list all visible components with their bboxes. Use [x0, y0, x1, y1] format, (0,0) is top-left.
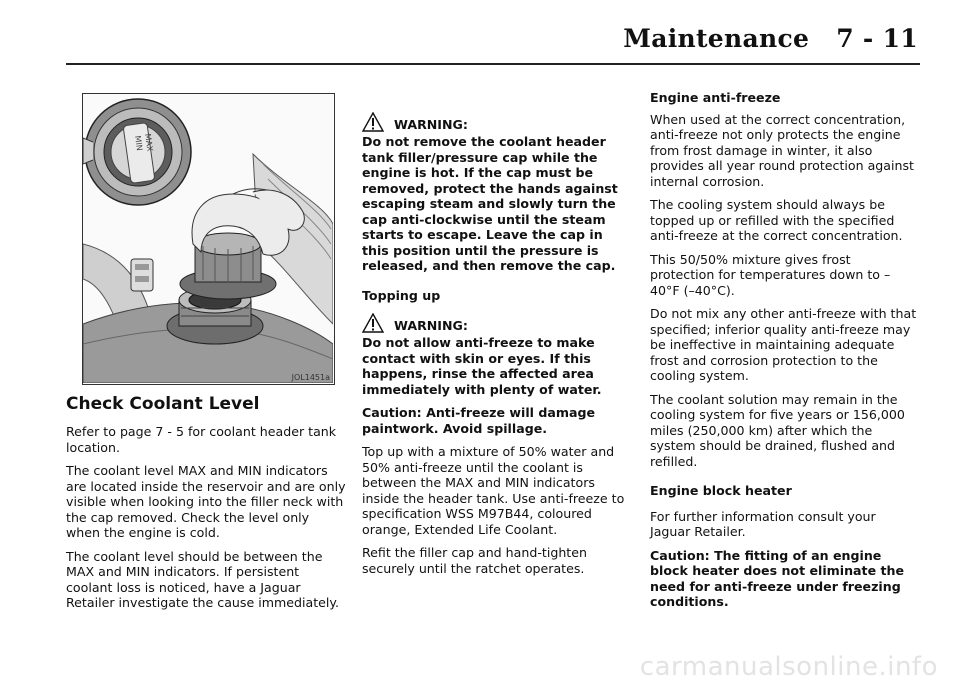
warning-heading — [362, 313, 627, 333]
paragraph: The coolant level should be between the MAX and MIN indicators. If persistent coolant loss is noticed, have a Jaguar Retailer investigate the cause immediately. — [66, 548, 340, 610]
subheading-anti-freeze: Engine anti-freeze — [650, 90, 781, 105]
coolant-cap-illustration — [82, 93, 335, 385]
figure-code: JOL1451a — [291, 373, 330, 382]
caution-text: Caution: Anti-freeze will damage paintwork. Avoid spillage. — [362, 405, 596, 436]
paragraph: For further information consult your Jaguar Retailer. — [650, 508, 876, 539]
warning-heading — [362, 112, 627, 132]
warning-text: Do not remove the coolant header tank filler/pressure cap while the engine is hot. If the cap must be removed, protect the hands against escaping steam and slowly turn the cap anti-clockwise until the steam starts to escape. Leave the cap in this position until the pressure is released, and then remove the cap. — [362, 134, 618, 273]
section-heading-check-coolant: Check Coolant Level — [66, 394, 260, 414]
paragraph: Refit the filler cap and hand-tighten securely until the ratchet operates. — [362, 545, 587, 576]
page-header — [623, 24, 918, 53]
paragraph: Top up with a mixture of 50% water and 50% anti-freeze until the coolant is between the MAX and MIN indicators inside the header tank. Use anti-freeze to specification WSS M97B44, coloured orange, Extended Life Coolant. — [362, 444, 625, 537]
paragraph: Refer to page 7 - 5 for coolant header tank location. — [66, 424, 337, 455]
warning-icon — [362, 112, 384, 132]
column-middle — [362, 112, 627, 584]
subheading-topping-up: Topping up — [362, 287, 441, 303]
warning-label: WARNING: — [394, 117, 468, 132]
paragraph: The coolant level MAX and MIN indicators are located inside the reservoir and are only visible when looking into the filler neck with the cap removed. Check the level only when the engine is cold. — [66, 463, 346, 540]
paragraph: When used at the correct concentration, anti-freeze not only protects the engine from frost damage in winter, it also provides all year round protection against internal corrosion. — [650, 111, 914, 189]
column-right — [650, 90, 918, 618]
watermark: carmanualsonline.info — [639, 652, 938, 682]
header-rule — [66, 63, 920, 65]
paragraph: This 50/50% mixture gives frost protection for temperatures down to –40°F (–40°C). — [650, 251, 891, 298]
caution-text: Caution: The fitting of an engine block heater does not eliminate the need for anti-freeze under freezing conditions. — [650, 547, 905, 609]
warning-label: WARNING: — [394, 318, 468, 333]
max-marker-label: MAX — [143, 133, 155, 152]
subheading-block-heater: Engine block heater — [650, 483, 792, 498]
paragraph: The coolant solution may remain in the cooling system for five years or 156,000 miles (250,000 km) after which the system should be drained, flushed and refilled. — [650, 391, 905, 469]
min-marker-label: MIN — [133, 135, 145, 152]
paragraph: The cooling system should always be topped up or refilled with the specified anti-freeze at the correct concentration. — [650, 197, 903, 243]
paragraph: Do not mix any other anti-freeze with that specified; inferior quality anti-freeze may be ineffective in maintaining adequate frost and corrosion protection to the cooling system. — [650, 306, 917, 383]
page-number: 7 - 11 — [836, 24, 918, 53]
section-title: Maintenance — [623, 24, 810, 53]
warning-icon — [362, 313, 384, 333]
warning-text: Do not allow anti-freeze to make contact with skin or eyes. If this happens, rinse the affected area immediately with plenty of water. — [362, 335, 602, 397]
column-left — [66, 394, 346, 619]
